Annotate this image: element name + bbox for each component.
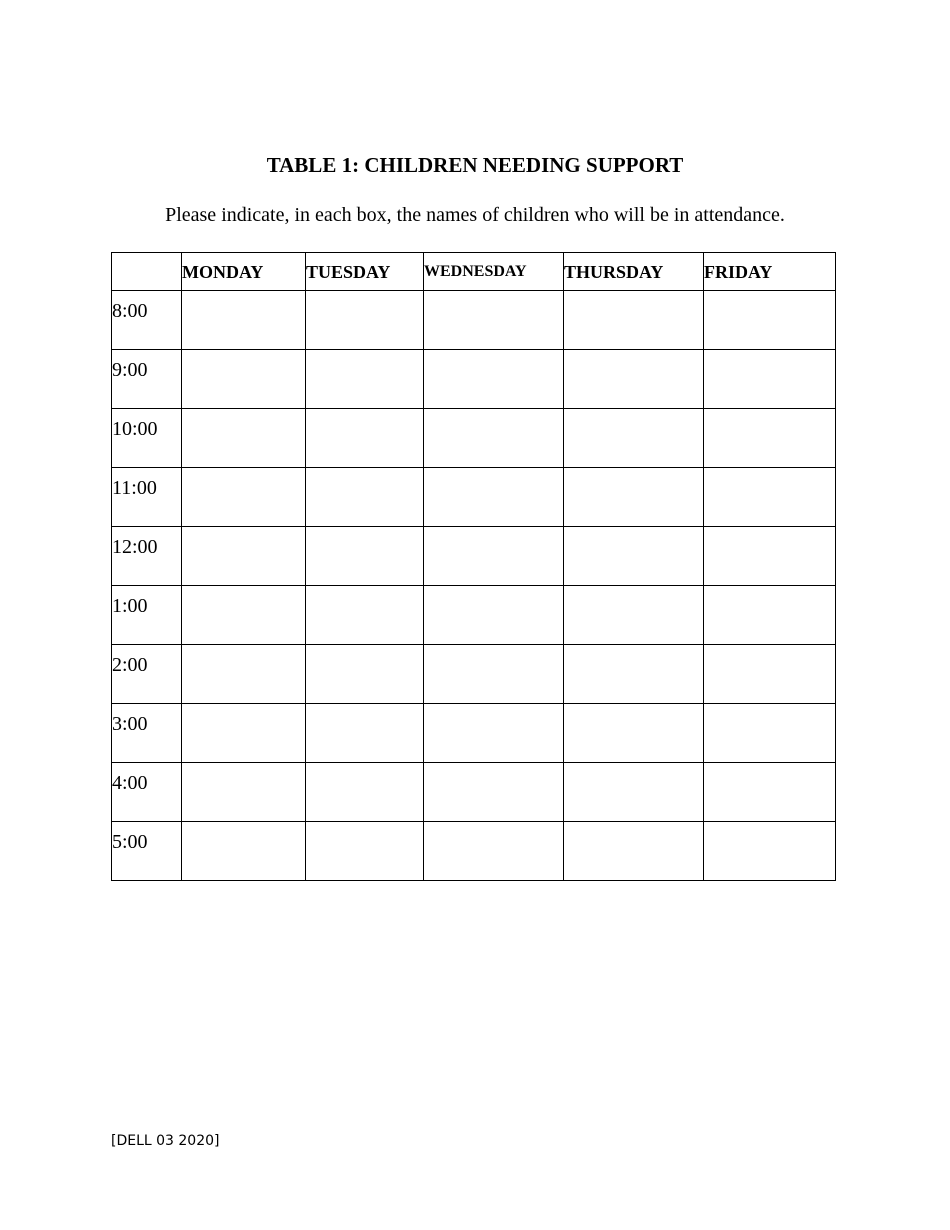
day-header-thursday: THURSDAY	[564, 253, 704, 291]
day-header-tuesday: TUESDAY	[306, 253, 424, 291]
table-row	[112, 409, 836, 468]
corner-cell	[112, 253, 182, 291]
time-label: 5:00	[112, 822, 182, 881]
entry-cell[interactable]	[704, 645, 836, 704]
day-header-wednesday: WEDNESDAY	[424, 253, 564, 291]
table-row	[112, 763, 836, 822]
day-header-friday: FRIDAY	[704, 253, 836, 291]
entry-cell[interactable]	[424, 350, 564, 409]
time-label: 10:00	[112, 409, 182, 468]
entry-cell[interactable]	[424, 704, 564, 763]
entry-cell[interactable]	[182, 350, 306, 409]
entry-cell[interactable]	[704, 704, 836, 763]
table-row	[112, 822, 836, 881]
time-label: 1:00	[112, 586, 182, 645]
entry-cell[interactable]	[306, 645, 424, 704]
schedule-table	[111, 252, 836, 881]
entry-cell[interactable]	[182, 704, 306, 763]
entry-cell[interactable]	[424, 409, 564, 468]
entry-cell[interactable]	[564, 645, 704, 704]
entry-cell[interactable]	[704, 409, 836, 468]
entry-cell[interactable]	[564, 291, 704, 350]
entry-cell[interactable]	[306, 468, 424, 527]
time-label: 4:00	[112, 763, 182, 822]
entry-cell[interactable]	[306, 822, 424, 881]
entry-cell[interactable]	[704, 350, 836, 409]
instructions-text: Please indicate, in each box, the names of children who will be in attendance.	[165, 204, 785, 226]
entry-cell[interactable]	[182, 291, 306, 350]
time-label: 2:00	[112, 645, 182, 704]
entry-cell[interactable]	[564, 586, 704, 645]
entry-cell[interactable]	[704, 291, 836, 350]
entry-cell[interactable]	[424, 527, 564, 586]
entry-cell[interactable]	[564, 527, 704, 586]
table-row	[112, 645, 836, 704]
time-label: 8:00	[112, 291, 182, 350]
entry-cell[interactable]	[564, 763, 704, 822]
entry-cell[interactable]	[424, 468, 564, 527]
time-label: 9:00	[112, 350, 182, 409]
entry-cell[interactable]	[704, 586, 836, 645]
entry-cell[interactable]	[424, 291, 564, 350]
table-row	[112, 291, 836, 350]
entry-cell[interactable]	[182, 409, 306, 468]
time-label: 3:00	[112, 704, 182, 763]
entry-cell[interactable]	[704, 527, 836, 586]
entry-cell[interactable]	[182, 822, 306, 881]
entry-cell[interactable]	[306, 291, 424, 350]
entry-cell[interactable]	[182, 645, 306, 704]
entry-cell[interactable]	[564, 468, 704, 527]
entry-cell[interactable]	[182, 586, 306, 645]
entry-cell[interactable]	[306, 704, 424, 763]
entry-cell[interactable]	[564, 704, 704, 763]
entry-cell[interactable]	[564, 822, 704, 881]
page-title: TABLE 1: CHILDREN NEEDING SUPPORT	[266, 153, 684, 177]
table-row	[112, 586, 836, 645]
entry-cell[interactable]	[424, 822, 564, 881]
entry-cell[interactable]	[306, 586, 424, 645]
table-row	[112, 527, 836, 586]
entry-cell[interactable]	[704, 822, 836, 881]
entry-cell[interactable]	[564, 409, 704, 468]
entry-cell[interactable]	[424, 763, 564, 822]
entry-cell[interactable]	[306, 409, 424, 468]
entry-cell[interactable]	[182, 763, 306, 822]
time-label: 12:00	[112, 527, 182, 586]
entry-cell[interactable]	[306, 350, 424, 409]
footer-reference: [DELL 03 2020]	[111, 1133, 220, 1149]
entry-cell[interactable]	[182, 527, 306, 586]
table-row	[112, 468, 836, 527]
entry-cell[interactable]	[306, 527, 424, 586]
entry-cell[interactable]	[704, 468, 836, 527]
day-header-monday: MONDAY	[182, 253, 306, 291]
entry-cell[interactable]	[182, 468, 306, 527]
header-row	[112, 253, 836, 291]
entry-cell[interactable]	[564, 350, 704, 409]
table-row	[112, 350, 836, 409]
entry-cell[interactable]	[306, 763, 424, 822]
entry-cell[interactable]	[704, 763, 836, 822]
time-label: 11:00	[112, 468, 182, 527]
table-row	[112, 704, 836, 763]
entry-cell[interactable]	[424, 645, 564, 704]
entry-cell[interactable]	[424, 586, 564, 645]
